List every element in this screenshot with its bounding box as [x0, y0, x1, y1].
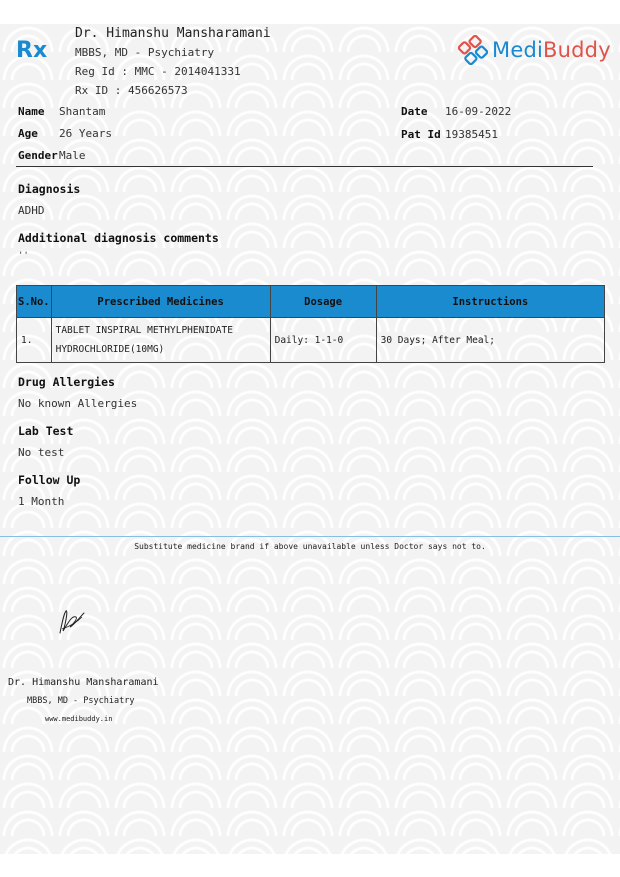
- footer-qualification: MBBS, MD - Psychiatry: [27, 696, 135, 706]
- diagnosis-value: ADHD: [18, 204, 45, 217]
- follow-up-heading: Follow Up: [18, 473, 81, 487]
- age-label: Age: [18, 127, 38, 140]
- prescription-sheet: [0, 24, 620, 854]
- col-sno-header: S.No.: [17, 286, 52, 318]
- allergies-value: No known Allergies: [18, 397, 138, 410]
- table-header-row: [17, 286, 605, 318]
- rx-mark: Rx: [16, 38, 48, 63]
- table-row: [17, 318, 605, 363]
- diagnosis-heading: Diagnosis: [18, 182, 81, 196]
- patient-gender: Male: [59, 149, 86, 162]
- row-medicine: [51, 318, 270, 363]
- diagnosis-comments-heading: Additional diagnosis comments: [18, 231, 219, 245]
- logo-buddy: Buddy: [543, 38, 611, 62]
- row-dosage: Daily: 1-1-0: [270, 318, 376, 363]
- row-medicine-line1: TABLET INSPIRAL METHYLPHENIDATE: [55, 325, 233, 336]
- doctor-name: Dr. Himanshu Mansharamani: [75, 26, 271, 41]
- medibuddy-logo: [458, 35, 611, 65]
- date-label: Date: [401, 105, 428, 118]
- row-medicine-line2: HYDROCHLORIDE(10MG): [55, 344, 165, 355]
- patient-age: 26 Years: [59, 127, 112, 140]
- substitute-note: Substitute medicine brand if above unavailable unless Doctor says not to.: [134, 542, 486, 551]
- footer-doctor-name: Dr. Himanshu Mansharamani: [8, 677, 159, 688]
- name-label: Name: [18, 105, 45, 118]
- medibuddy-logo-icon: [458, 35, 488, 65]
- col-dosage-header: Dosage: [270, 286, 376, 318]
- rx-id: Rx ID : 456626573: [75, 84, 188, 97]
- row-instructions: 30 Days; After Meal;: [376, 318, 604, 363]
- footer-divider: [0, 536, 620, 537]
- prescription-date: 16-09-2022: [445, 105, 512, 118]
- logo-medi: Medi: [492, 38, 544, 62]
- prescription-table: [16, 285, 605, 363]
- header-divider: [16, 166, 593, 167]
- footer-website: www.medibuddy.in: [45, 715, 113, 723]
- col-medicine-header: Prescribed Medicines: [51, 286, 270, 318]
- gender-label: Gender: [18, 149, 58, 162]
- patient-id: 19385451: [445, 128, 498, 141]
- allergies-heading: Drug Allergies: [18, 375, 115, 389]
- follow-up-value: 1 Month: [18, 495, 65, 508]
- patid-label: Pat Id: [401, 128, 441, 141]
- registration-id: Reg Id : MMC - 2014041331: [75, 65, 241, 78]
- doctor-qualification: MBBS, MD - Psychiatry: [75, 46, 215, 59]
- row-sno: 1.: [17, 318, 52, 363]
- logo-wordmark: [492, 38, 611, 62]
- lab-test-heading: Lab Test: [18, 424, 74, 438]
- patient-name: Shantam: [59, 105, 106, 118]
- doctor-signature: [54, 605, 90, 639]
- diagnosis-comments-value: '': [18, 251, 29, 261]
- lab-test-value: No test: [18, 446, 65, 459]
- col-instructions-header: Instructions: [376, 286, 604, 318]
